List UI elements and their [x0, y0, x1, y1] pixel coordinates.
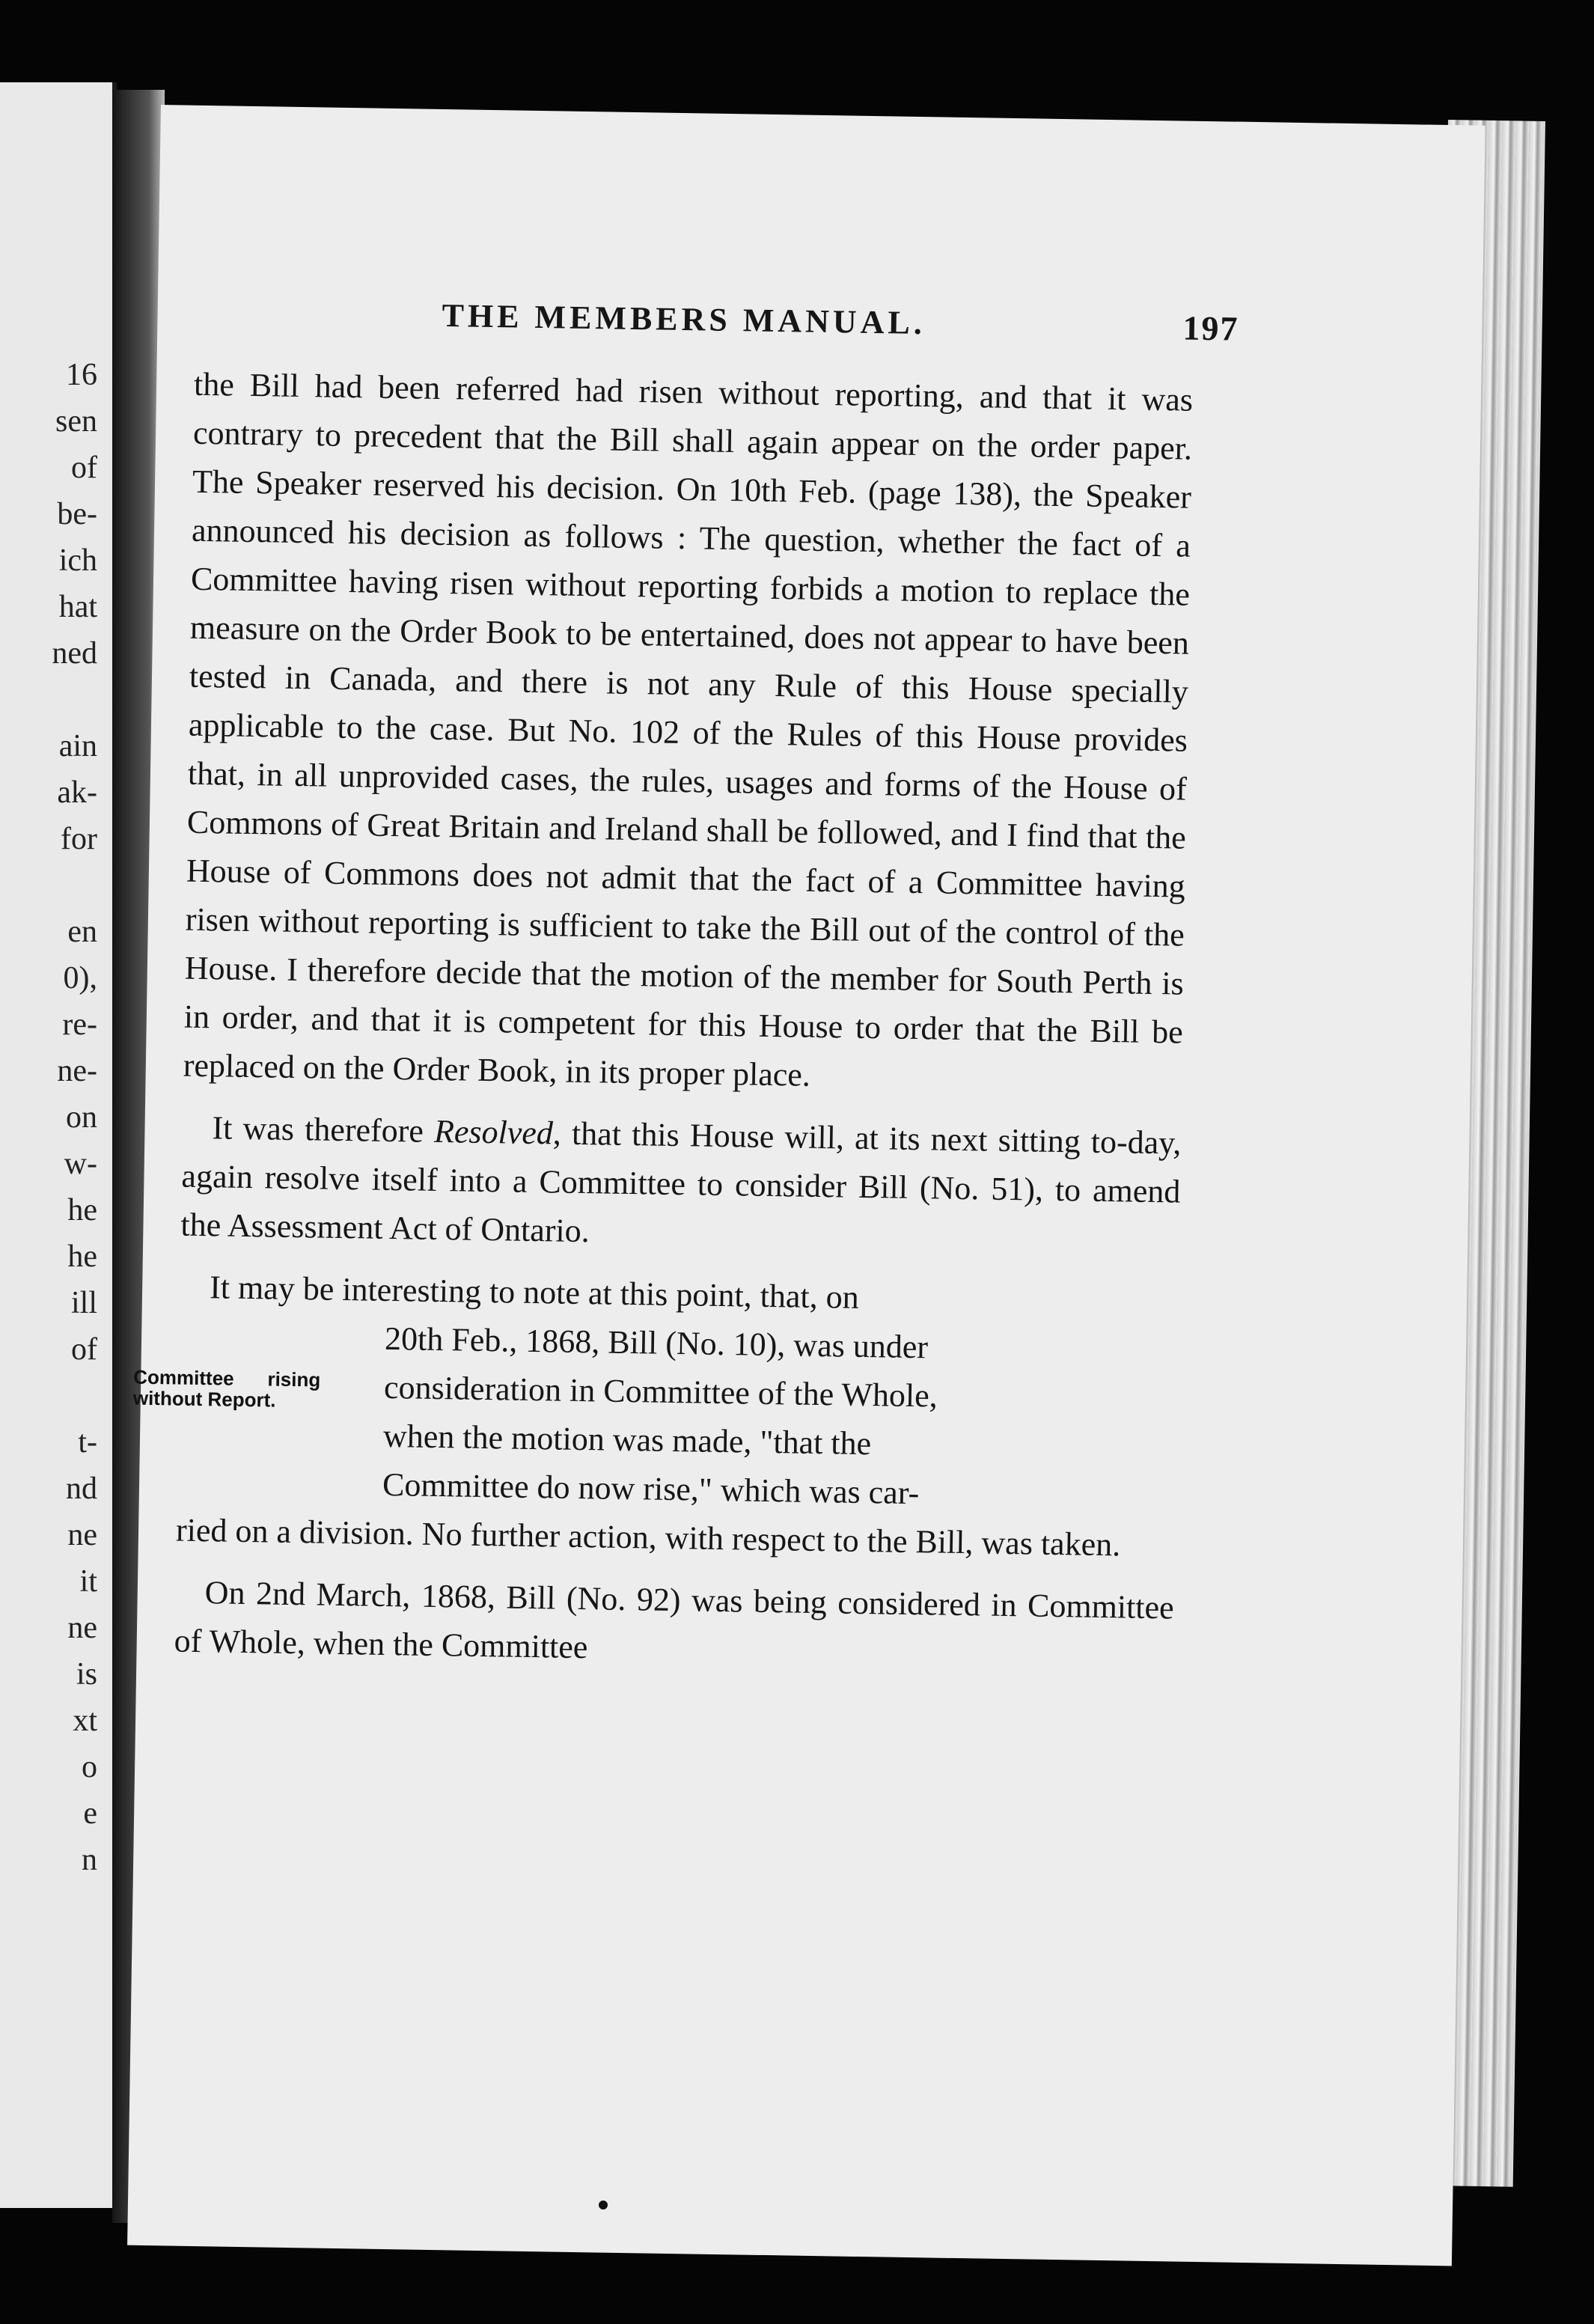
left-page-fragment-line: ill [70, 1286, 97, 1320]
left-page-fragment-line: he [67, 1193, 97, 1227]
left-page-fragment-line: t- [78, 1425, 97, 1460]
left-page-fragment-line: ne- [57, 1054, 97, 1088]
paragraph-3-first-line: It may be interesting to note at this point, that, on [209, 1269, 860, 1316]
paragraph-3 [176, 1263, 1179, 1570]
left-page-fragment-line: n [82, 1843, 97, 1877]
left-page-fragment [0, 82, 117, 2208]
paragraph-3-line: consideration in Committee of the Whole, [383, 1368, 938, 1415]
left-page-fragment-line: re- [62, 1007, 97, 1042]
ink-dot [599, 2201, 608, 2209]
paragraph-3-line: Committee do now rise," which was car- [382, 1466, 920, 1512]
right-page [127, 105, 1485, 2266]
left-page-fragment-line [30, 862, 97, 909]
margin-sidenote: Committee rising without Report. [132, 1365, 321, 1412]
left-page-fragment-line: hat [58, 590, 97, 624]
paragraph-3-line: 20th Feb., 1868, Bill (No. 10), was under [384, 1320, 929, 1366]
left-page-fragment-line: ne [67, 1518, 97, 1552]
left-page-fragment-line: is [76, 1657, 97, 1692]
left-page-fragment-line [30, 677, 97, 723]
left-page-fragment-line: ak- [57, 775, 97, 810]
left-page-fragment-line: it [79, 1564, 97, 1599]
paragraph-2-before: It was therefore [212, 1109, 435, 1150]
left-page-fragment-line: sen [55, 404, 97, 439]
left-page-fragment-line: ich [58, 543, 97, 578]
paragraph-3-last-lines: ried on a division. No further action, with respect to the Bill, was taken. [175, 1511, 1121, 1564]
paragraph-3-block [132, 1263, 1179, 1570]
paragraph-2-resolved: Resolved [433, 1112, 554, 1152]
paragraph-2-after: , that this House will, at its next sitting to-day, again resolve itself into a Committee to consider Bill (No. 51), to amend the Assessment Act of Ontario. [180, 1114, 1182, 1250]
left-page-text-fragments [30, 352, 97, 1883]
paragraph-1: the Bill had been referred had risen without reporting, and that it was contrary to precedent that the Bill shall again appear on the order paper. The Speaker reserved his decision. On 10th Feb. (page 138), the Speaker announced his decision as follows : The question, whether the fact of a Committee having risen without reporting forbids a motion to replace the measure on the Order Book to be entertained, does not appear to have been tested in Canada, and there is not any Rule of this House specially applicable to the case. But No. 102 of the Rules of this House provides that, in all unprovided cases, the rules, usages and forms of the House of Commons of Great Britain and Ireland shall be followed, and I find that the House of Commons does not admit that the fact of a Committee having risen without reporting is sufficient to take the Bill out of the control of the House. I therefore decide that the motion of the member for South Perth is in order, and that it is competent for this House to order that the Bill be replaced on the Order Book, in its proper place. [183, 365, 1194, 1094]
left-page-fragment-line: ne [67, 1611, 97, 1645]
left-page-fragment-line: 16 [66, 358, 97, 392]
left-page-fragment-line: ned [52, 636, 97, 671]
running-head [195, 293, 1239, 368]
paragraph-3-line: when the motion was made, "that the [382, 1417, 872, 1463]
paragraph-3-indented-lines [382, 1314, 1179, 1522]
page-content [132, 293, 1239, 1681]
left-page-fragment-line: w- [64, 1147, 97, 1181]
left-page-fragment-line [30, 1373, 97, 1419]
left-page-fragment-line: of [71, 451, 97, 485]
left-page-fragment-line: ain [58, 729, 97, 763]
left-page-fragment-line: for [61, 822, 97, 856]
left-page-fragment-line: o [82, 1750, 97, 1784]
left-page-fragment-line: xt [73, 1704, 97, 1738]
paragraph-4: On 2nd March, 1868, Bill (No. 92) was being considered in Committee of Whole, when the Committee [174, 1574, 1175, 1666]
body-text [132, 360, 1194, 1681]
left-page-fragment-line: of [71, 1332, 97, 1367]
left-page-fragment-line: e [83, 1796, 97, 1831]
running-head-title: THE MEMBERS MANUAL. [442, 296, 926, 342]
left-page-fragment-line: nd [66, 1471, 97, 1506]
page-number: 197 [1182, 308, 1239, 348]
left-page-fragment-line: be- [57, 497, 97, 531]
paragraph-2 [180, 1103, 1182, 1265]
left-page-fragment-line: en [67, 915, 97, 949]
left-page-fragment-line: 0), [63, 961, 97, 995]
left-page-fragment-line: he [67, 1239, 97, 1274]
left-page-fragment-line: on [66, 1100, 97, 1135]
